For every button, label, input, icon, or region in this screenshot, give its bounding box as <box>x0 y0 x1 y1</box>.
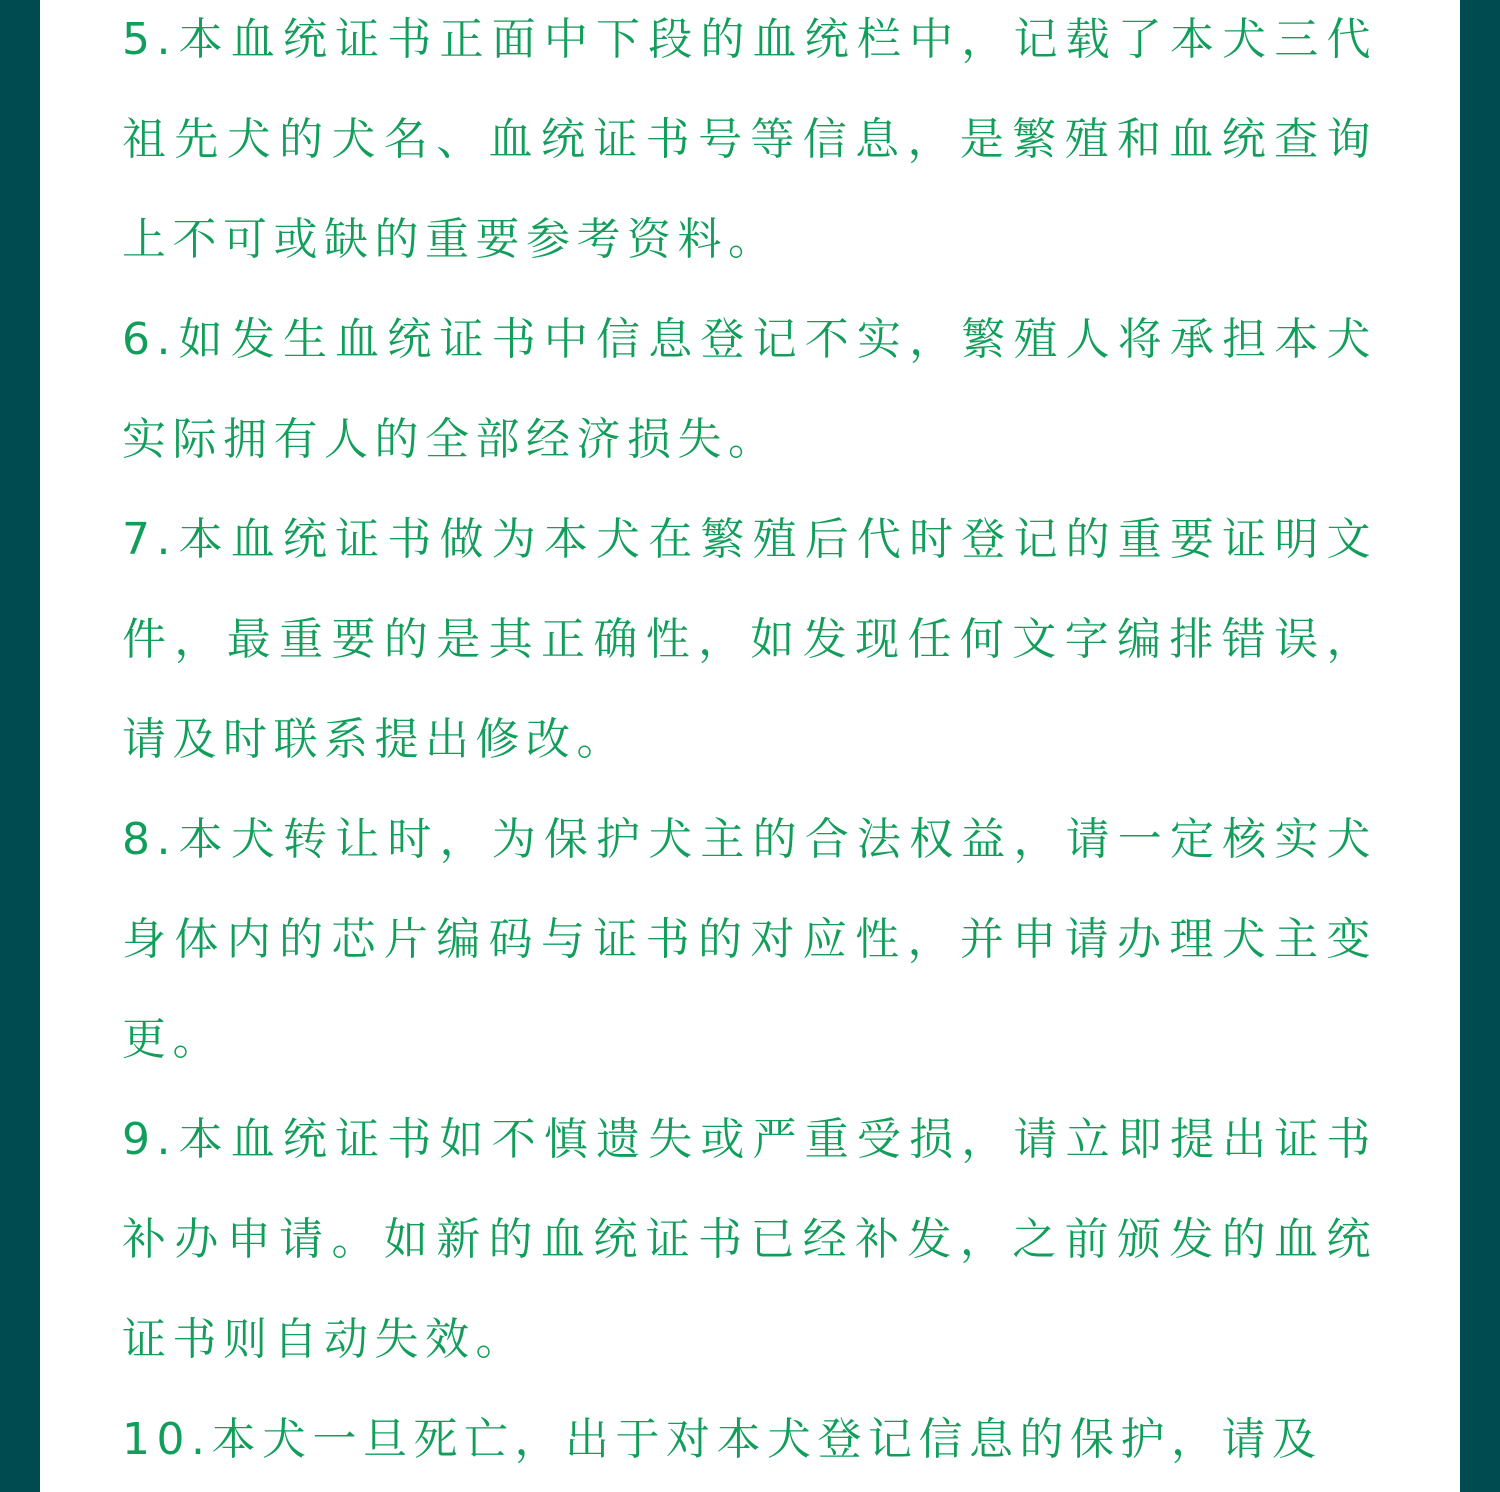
term-paragraph-9: 9.本血统证书如不慎遗失或严重受损，请立即提出证书补办申请。如新的血统证书已经补发，之前颁发的血统证书则自动失效。 <box>122 1114 1377 1365</box>
term-paragraph-8: 8.本犬转让时，为保护犬主的合法权益，请一定核实犬身体内的芯片编码与证书的对应性，并申请办理犬主变更。 <box>122 814 1377 1065</box>
term-paragraph-7: 7.本血统证书做为本犬在繁殖后代时登记的重要证明文件，最重要的是其正确性，如发现任何文字编排错误，请及时联系提出修改。 <box>122 514 1377 765</box>
document-panel <box>40 0 1460 1492</box>
terms-text <box>122 0 1377 1490</box>
term-paragraph-5: 5.本血统证书正面中下段的血统栏中，记载了本犬三代祖先犬的犬名、血统证书号等信息，是繁殖和血统查询上不可或缺的重要参考资料。 <box>122 14 1377 265</box>
term-paragraph-6: 6.如发生血统证书中信息登记不实，繁殖人将承担本犬实际拥有人的全部经济损失。 <box>122 314 1377 465</box>
term-paragraph-10: 10.本犬一旦死亡，出于对本犬登记信息的保护，请及 <box>122 1414 1323 1465</box>
